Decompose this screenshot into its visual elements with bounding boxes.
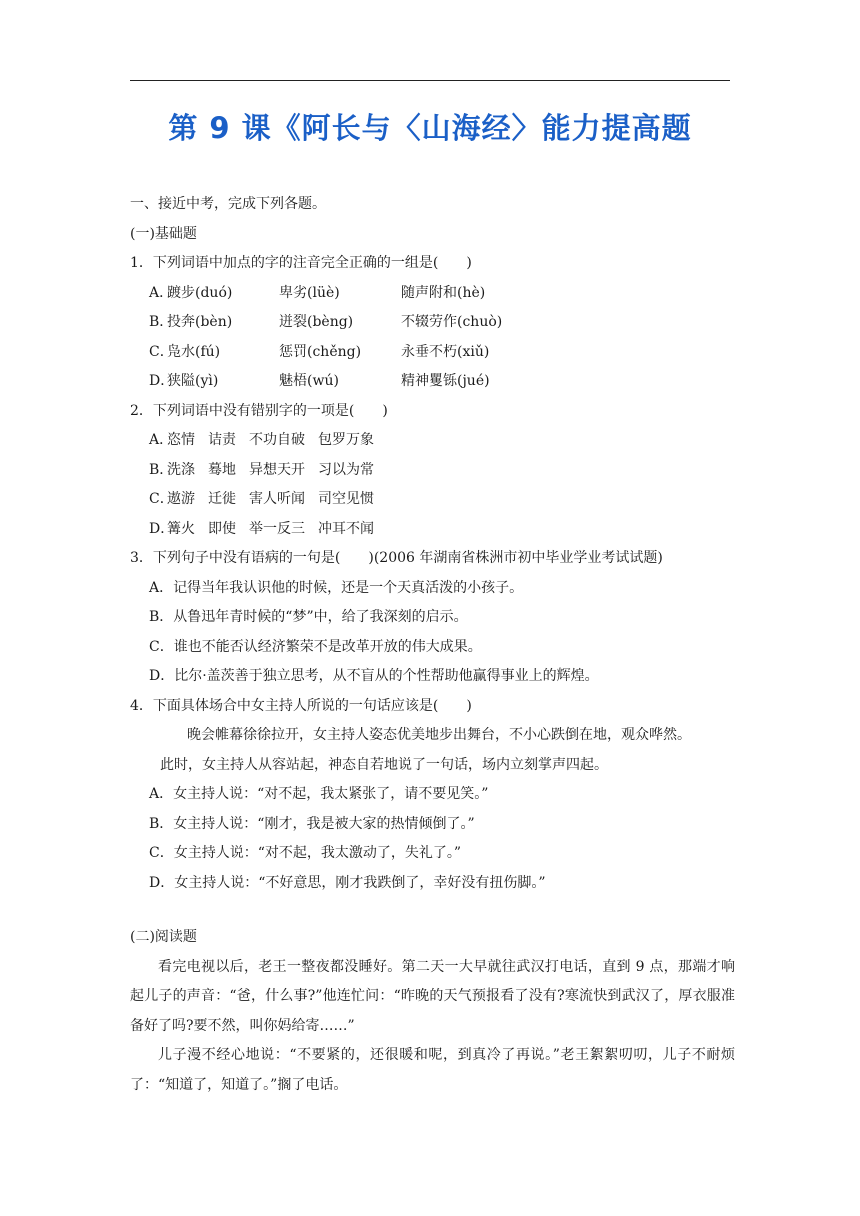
- option-label: A．: [149, 432, 174, 448]
- option-word: 洗涤: [167, 461, 195, 478]
- question-1-option-b: [130, 308, 735, 338]
- option-word: 冲耳不闻: [318, 520, 374, 537]
- option-word: 害人听闻: [249, 491, 305, 507]
- option-word: 诘责: [208, 432, 236, 448]
- option-word: 包罗万象: [318, 432, 374, 448]
- option-word: 不辍劳作(chuò): [401, 314, 503, 330]
- subsection-heading-basic: (一)基础题: [130, 225, 197, 242]
- option-word: 迁徙: [208, 491, 236, 507]
- option-word: 凫水(fú): [167, 343, 221, 360]
- option-word: 习以为常: [318, 461, 374, 478]
- option-word: 狭隘(yì): [167, 373, 219, 389]
- option-word: 异想天开: [249, 461, 305, 478]
- question-4-stem: 4．下面具体场合中女主持人所说的一句话应该是( ): [130, 697, 472, 714]
- option-word: 投奔(bèn): [167, 314, 233, 330]
- question-4-option-d: D．女主持人说：“不好意思，刚才我跌倒了，幸好没有扭伤脚。”: [149, 874, 546, 891]
- question-3-option-d: D．比尔·盖茨善于独立思考，从不盲从的个性帮助他赢得事业上的辉煌。: [149, 668, 599, 684]
- option-word: 篝火: [167, 520, 195, 537]
- option-word: 魅梧(wú): [279, 373, 339, 389]
- option-label: D．: [149, 373, 175, 389]
- option-label: B．: [149, 314, 174, 330]
- section-heading: 一、接近中考，完成下列各题。: [130, 196, 326, 212]
- question-3-option-b: B．从鲁迅年青时候的“梦”中，给了我深刻的启示。: [149, 609, 468, 625]
- question-2-option-a: [130, 426, 735, 456]
- option-word: 司空见惯: [318, 491, 374, 507]
- reading-paragraph-2: 儿子漫不经心地说：“不要紧的，还很暖和呢，到真冷了再说。”老王絮絮叨叨，儿子不耐烦了：“知道了，知道了。”搁了电话。: [130, 1047, 735, 1093]
- question-4-scene-line-1: 晚会帷幕徐徐拉开，女主持人姿态优美地步出舞台，不小心跌倒在地，观众哗然。: [187, 727, 691, 743]
- question-4-option-c: C．女主持人说：“对不起，我太激动了，失礼了。”: [149, 845, 462, 861]
- option-word: 即使: [208, 520, 236, 537]
- question-1-option-a: [130, 279, 735, 309]
- option-word: 遨游: [167, 491, 195, 507]
- question-1-option-d: [130, 367, 735, 397]
- question-3-stem: 3．下列句子中没有语病的一句是( )(2006 年湖南省株洲市初中毕业学业考试试题): [130, 550, 663, 566]
- question-3-option-c: C．谁也不能否认经济繁荣不是改革开放的伟大成果。: [149, 638, 482, 655]
- question-1-stem: 1．下列词语中加点的字的注音完全正确的一组是( ): [130, 255, 472, 271]
- reading-paragraph-1: 看完电视以后，老王一整夜都没睡好。第二天一大早就往武汉打电话，直到 9 点，那端才响起儿子的声音：“爸，什么事?”他连忙问：“昨晚的天气预报看了没有?寒流快到武汉了，厚衣服准备好了吗?要不然，叫你妈给寄……”: [130, 958, 735, 1034]
- page-title: 第 9 课《阿长与〈山海经〉能力提高题: [168, 111, 692, 145]
- option-label: B．: [149, 461, 174, 478]
- option-word: 不功自破: [249, 432, 305, 448]
- section-gap: [130, 898, 735, 923]
- question-3-option-a: A．记得当年我认识他的时候，还是一个天真活泼的小孩子。: [149, 579, 524, 596]
- option-label: C．: [149, 491, 174, 507]
- subsection-heading-reading: (二)阅读题: [130, 929, 197, 945]
- document-body: [130, 190, 735, 1100]
- question-2-option-d: [130, 515, 735, 545]
- header-rule: [130, 80, 730, 81]
- option-word: 举一反三: [249, 520, 305, 537]
- question-4-option-b: B．女主持人说：“刚才，我是被大家的热情倾倒了。”: [149, 815, 475, 832]
- question-4-scene-line-2: 此时，女主持人从容站起，神态自若地说了一句话，场内立刻掌声四起。: [160, 756, 608, 773]
- option-word: 蓦地: [208, 461, 236, 478]
- question-2-option-c: [130, 485, 735, 515]
- option-word: 永垂不朽(xiǔ): [401, 343, 490, 360]
- option-word: 随声附和(hè): [401, 284, 486, 301]
- question-2-option-b: [130, 456, 735, 486]
- question-4-option-a: A．女主持人说：“对不起，我太紧张了，请不要见笑。”: [149, 786, 489, 802]
- option-label: C．: [149, 343, 174, 360]
- option-word: 惩罚(chěng): [279, 343, 362, 360]
- option-word: 卑劣(lüè): [279, 284, 340, 301]
- option-label: D．: [149, 520, 175, 537]
- question-2-stem: 2．下列词语中没有错别字的一项是( ): [130, 402, 388, 419]
- option-word: 踱步(duó): [167, 284, 233, 301]
- option-word: 精神矍铄(jué): [401, 373, 490, 389]
- option-label: A．: [149, 284, 174, 301]
- question-1-option-c: [130, 338, 735, 368]
- option-word: 迸裂(bèng): [279, 314, 354, 330]
- option-word: 恣情: [167, 432, 195, 448]
